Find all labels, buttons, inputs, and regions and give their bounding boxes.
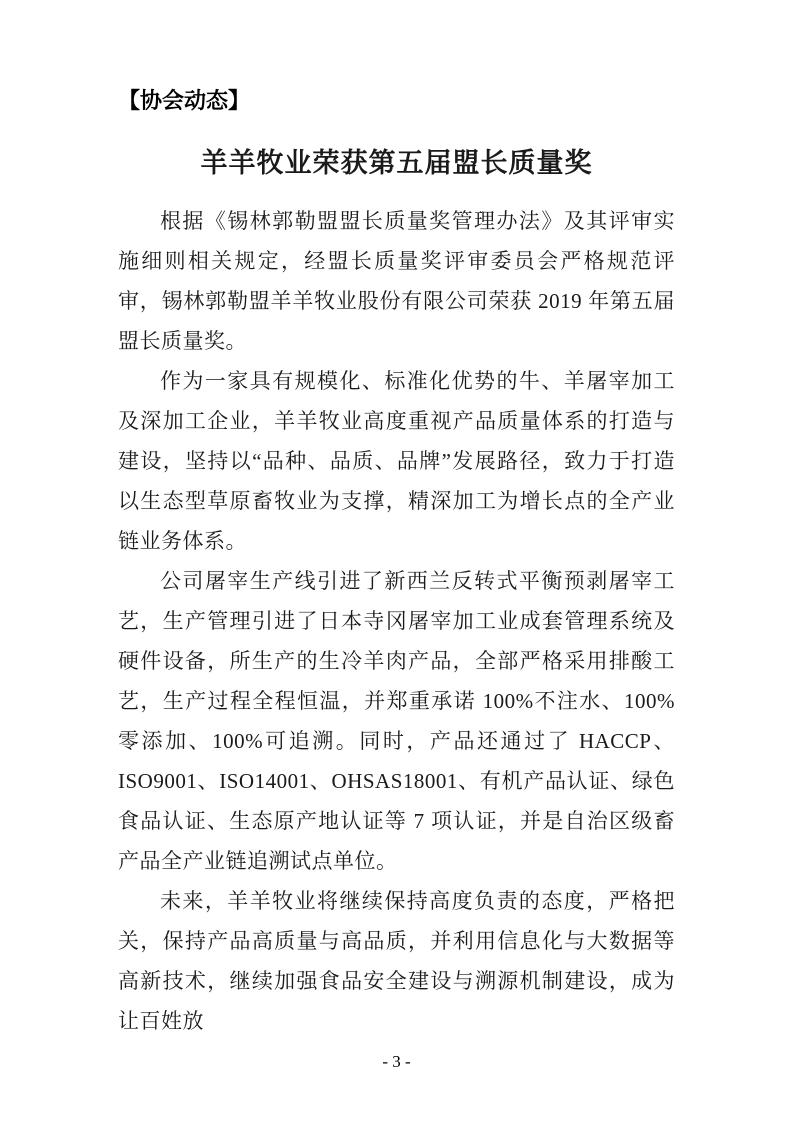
paragraph-4: 未来，羊羊牧业将继续保持高度负责的态度，严格把关，保持产品高质量与高品质，并利用信息化与大数据等高新技术，继续加强食品安全建设与溯源机制建设，成为让百姓放 <box>118 889 675 1034</box>
page-title: 羊羊牧业荣获第五届盟长质量奖 <box>200 148 593 179</box>
paragraph-2: 作为一家具有规模化、标准化优势的牛、羊屠宰加工及深加工企业，羊羊牧业高度重视产品质量体系的打造与建设，坚持以“品种、品质、品牌”发展路径，致力于打造以生态型草原畜牧业为支撑，精深加工为增长点的全产业链业务体系。 <box>118 369 675 554</box>
paragraph-1: 根据《锡林郭勒盟盟长质量奖管理办法》及其评审实施细则相关规定，经盟长质量奖评审委员会严格规范评审，锡林郭勒盟羊羊牧业股份有限公司荣获 2019 年第五届盟长质量奖。 <box>118 209 675 354</box>
page-number: - 3 - <box>382 1052 411 1071</box>
article-body <box>118 201 675 1041</box>
section-header: 【协会动态】 <box>118 88 251 113</box>
paragraph-3: 公司屠宰生产线引进了新西兰反转式平衡预剥屠宰工艺，生产管理引进了日本寺冈屠宰加工业成套管理系统及硬件设备，所生产的生冷羊肉产品，全部严格采用排酸工艺，生产过程全程恒温，并郑重承诺 100%不注水、100%零添加、100%可追溯。同时，产品还通过了 HACCP、ISO9001、ISO14001、OHSAS18001、有机产品认证、绿色食品认证、生态原产地认证等 7 项认证，并是自治区级畜产品全产业链追溯试点单位。 <box>118 569 675 874</box>
